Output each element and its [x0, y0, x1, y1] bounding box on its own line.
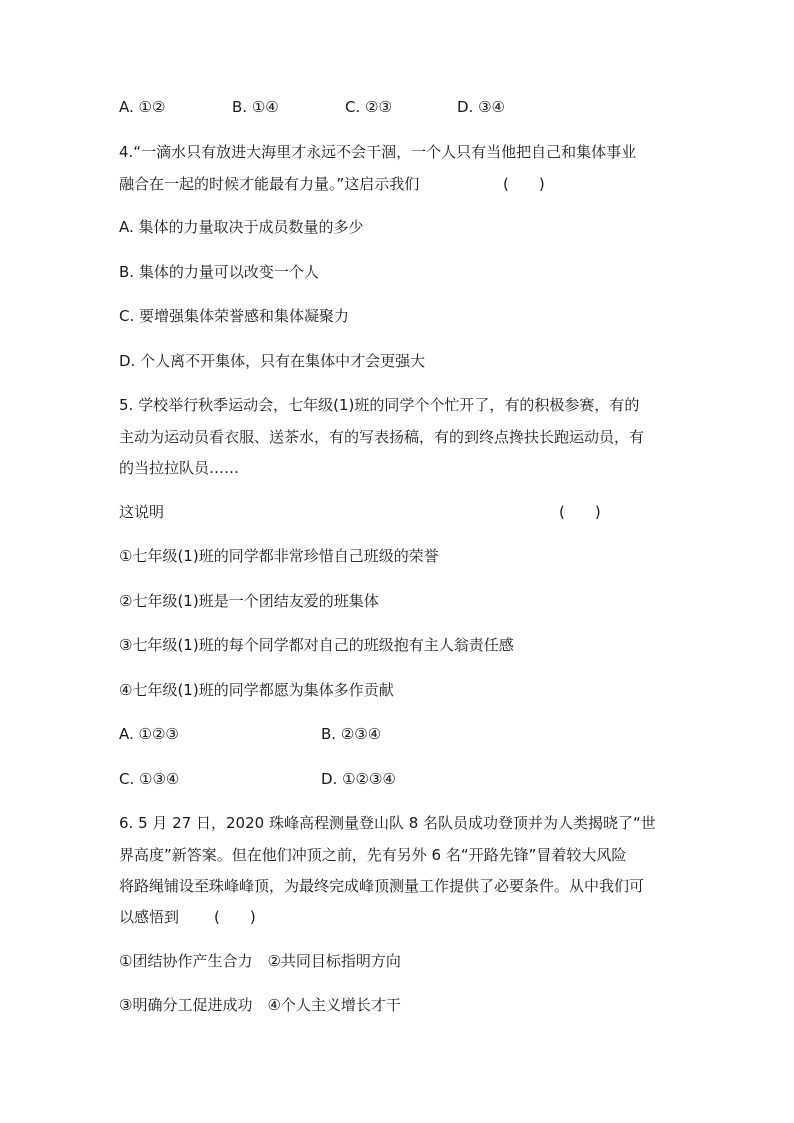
q6-stem-line4: 以感悟到 [119, 908, 180, 926]
q4-stem-line2: 融合在一起的时候才能最有力量。”这启示我们 [119, 175, 420, 193]
q6-stem-line3: 将路绳铺设至珠峰峰顶，为最终完成峰顶测量工作提供了必要条件。从中我们可 [119, 877, 645, 895]
q3-option-c: C. ②③ [345, 98, 392, 116]
q5-option-b: B. ②③④ [321, 725, 382, 743]
q5-stem-line3: 的当拉拉队员…… [119, 459, 240, 477]
q5-statement-4: ④七年级(1)班的同学都愿为集体多作贡献 [119, 681, 394, 699]
q5-statement-1: ①七年级(1)班的同学都非常珍惜自己班级的荣誉 [119, 547, 439, 565]
q5-answer-bracket: ( ) [559, 503, 601, 521]
q6-stem-line1: 6. 5 月 27 日，2020 珠峰高程测量登山队 8 名队员成功登顶并为人类揭晓了“世 [119, 814, 656, 832]
q3-option-a: A. ①② [119, 98, 166, 116]
q6-answer-bracket: ( ) [214, 908, 256, 926]
q6-statements-row1: ①团结协作产生合力 ②共同目标指明方向 [119, 952, 401, 970]
q3-option-b: B. ①④ [232, 98, 279, 116]
q5-option-a: A. ①②③ [119, 725, 179, 743]
q4-answer-bracket: ( ) [503, 175, 545, 193]
q3-option-d: D. ③④ [457, 98, 505, 116]
q5-stem-line4: 这说明 [119, 503, 165, 521]
q4-option-a: A. 集体的力量取决于成员数量的多少 [119, 218, 364, 236]
q4-stem-line1: 4.“一滴水只有放进大海里才永远不会干涸，一个人只有当他把自己和集体事业 [119, 143, 637, 161]
q5-stem-line1: 5. 学校举行秋季运动会，七年级(1)班的同学个个忙开了，有的积极参赛，有的 [119, 396, 640, 414]
q4-option-b: B. 集体的力量可以改变一个人 [119, 263, 319, 281]
q6-stem-line2: 界高度”新答案。但在他们冲顶之前，先有另外 6 名“开路先锋”冒着较大风险 [119, 846, 627, 864]
q5-option-d: D. ①②③④ [321, 770, 396, 788]
q4-option-d: D. 个人离不开集体，只有在集体中才会更强大 [119, 352, 426, 370]
q6-statements-row2: ③明确分工促进成功 ④个人主义增长才干 [119, 996, 401, 1014]
q5-statement-2: ②七年级(1)班是一个团结友爱的班集体 [119, 592, 379, 610]
q5-stem-line2: 主动为运动员看衣服、送茶水，有的写表扬稿，有的到终点搀扶长跑运动员，有 [119, 428, 645, 446]
q5-option-c: C. ①③④ [119, 770, 180, 788]
q5-statement-3: ③七年级(1)班的每个同学都对自己的班级抱有主人翁责任感 [119, 636, 514, 654]
q4-option-c: C. 要增强集体荣誉感和集体凝聚力 [119, 307, 350, 325]
